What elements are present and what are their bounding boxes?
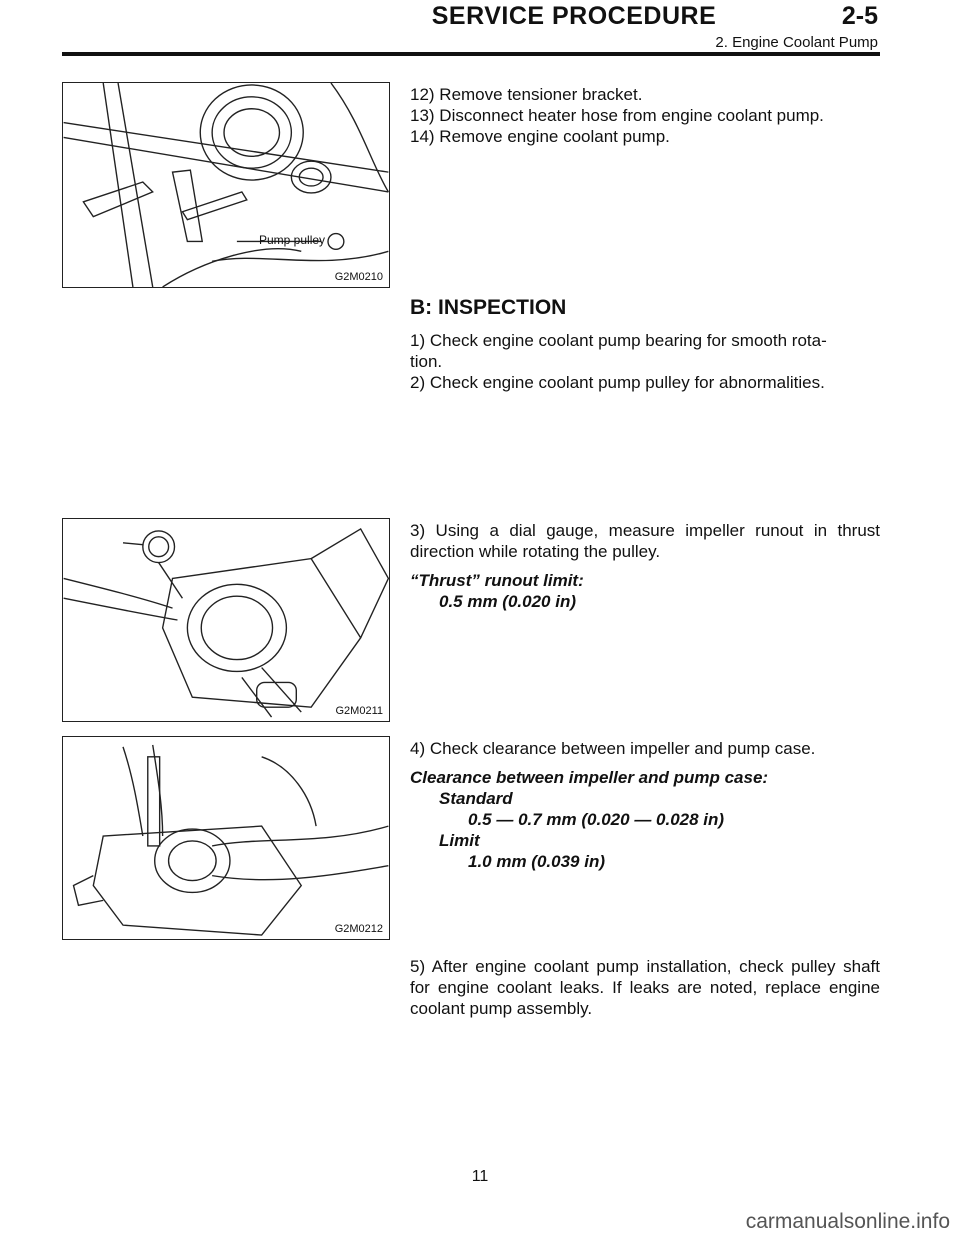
step-5: 5) After engine coolant pump installation, check pulley shaft for engine coolant leaks. If leaks are noted, replace engine coolant pump assembly.	[410, 957, 880, 1018]
step-3: 3) Using a dial gauge, measure impeller runout in thrust direction while rotating the pulley.	[410, 521, 880, 561]
step-13: 13) Disconnect heater hose from engine coolant pump.	[410, 106, 824, 125]
thrust-runout-value: 0.5 mm (0.020 in)	[439, 592, 577, 611]
dial-gauge-illustration	[63, 519, 389, 721]
thrust-runout-label: “Thrust” runout limit:	[410, 571, 584, 590]
step-2: 2) Check engine coolant pump pulley for abnormalities.	[410, 373, 825, 392]
limit-label: Limit	[439, 831, 480, 850]
figure-code: G2M0211	[335, 705, 383, 717]
standard-value: 0.5 — 0.7 mm (0.020 — 0.028 in)	[468, 810, 725, 829]
figure-dial-gauge	[62, 518, 390, 722]
figure-pump-pulley	[62, 82, 390, 288]
section-number: 2-5	[841, 2, 878, 30]
step-1-line-2: tion.	[410, 352, 443, 371]
figure-code: G2M0212	[334, 923, 383, 935]
standard-label: Standard	[439, 789, 513, 808]
removal-steps	[410, 84, 880, 147]
header-rule	[62, 52, 880, 56]
inspection-step-4	[410, 738, 880, 872]
step-4: 4) Check clearance between impeller and pump case.	[410, 739, 816, 758]
step-12: 12) Remove tensioner bracket.	[410, 85, 643, 104]
clearance-label: Clearance between impeller and pump case:	[410, 768, 769, 787]
inspection-heading: B: INSPECTION	[410, 296, 567, 319]
figure-code: G2M0210	[334, 271, 383, 283]
inspection-step-3	[410, 520, 880, 612]
page-number: 11	[471, 1168, 489, 1185]
section-subtitle: 2. Engine Coolant Pump	[715, 34, 878, 51]
pump-pulley-illustration	[63, 83, 389, 287]
figure-clearance-check	[62, 736, 390, 940]
clearance-check-illustration	[63, 737, 389, 939]
watermark: carmanualsonline.info	[745, 1210, 950, 1233]
step-1-line-1: 1) Check engine coolant pump bearing for smooth rota-	[410, 331, 827, 350]
limit-value: 1.0 mm (0.039 in)	[468, 852, 606, 871]
pump-pulley-callout: Pump pulley	[259, 233, 326, 247]
inspection-step-1-2	[410, 330, 880, 393]
step-14: 14) Remove engine coolant pump.	[410, 127, 670, 146]
inspection-step-5	[410, 956, 880, 1019]
page-title: SERVICE PROCEDURE	[431, 2, 717, 30]
